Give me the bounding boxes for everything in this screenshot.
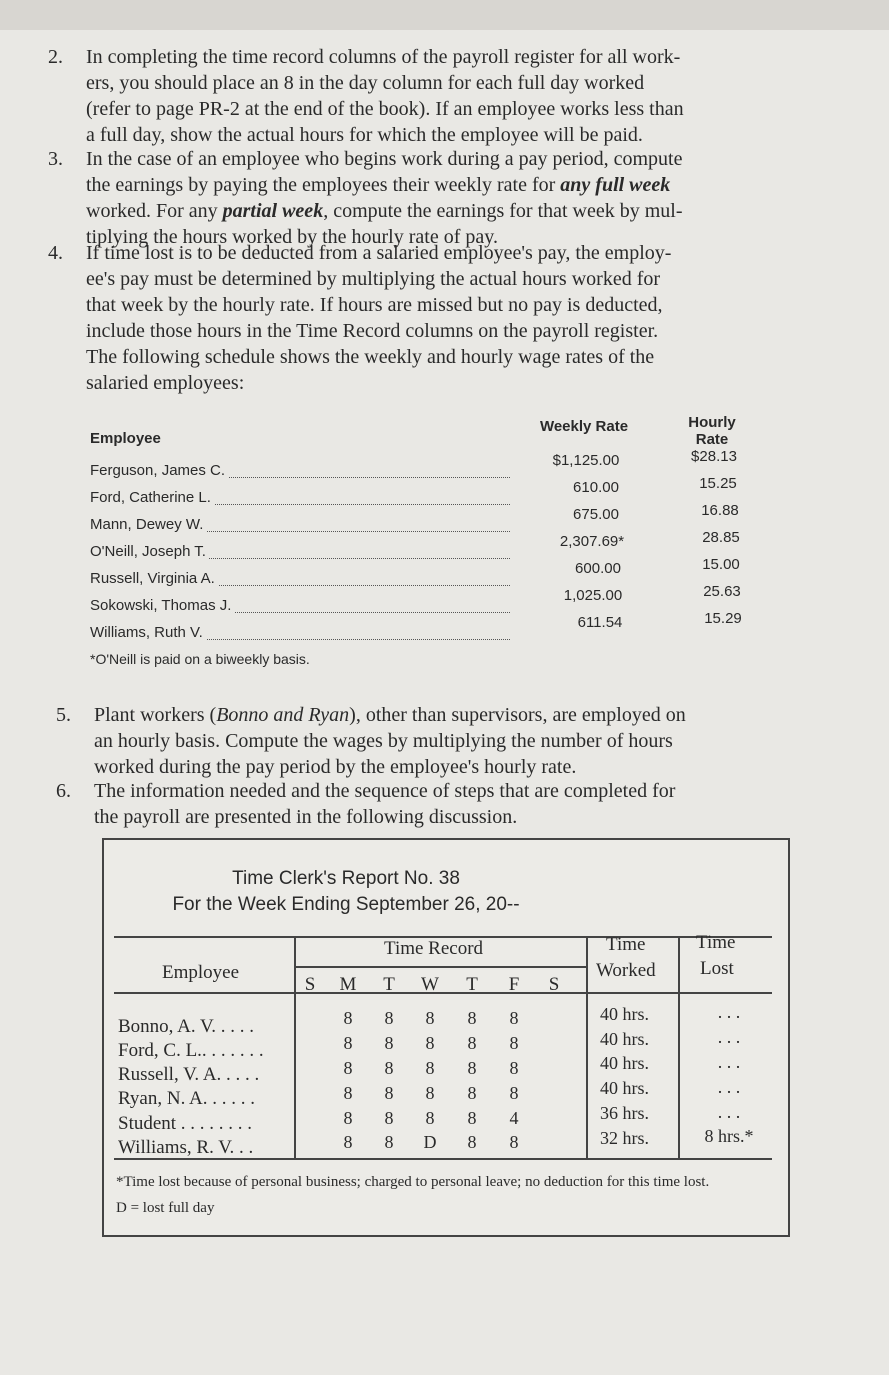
hours-cell: 8 <box>467 1108 477 1128</box>
header-bottom-rule <box>114 992 772 994</box>
instruction-4 <box>48 240 778 396</box>
employee-name: Williams, Ruth V. <box>90 624 206 641</box>
salary-row <box>90 489 510 509</box>
time-lost: . . . <box>717 1077 741 1097</box>
emphasis: any full week <box>560 174 671 196</box>
column-divider <box>586 936 588 1158</box>
hours-cell: D <box>423 1132 437 1152</box>
salary-row <box>90 543 510 563</box>
employee-name: Russell, V. A. . . . . <box>118 1064 260 1085</box>
salary-footnote: *O'Neill is paid on a biweekly basis. <box>90 651 310 667</box>
hours-cell: 8 <box>343 1008 353 1028</box>
line: a full day, show the actual hours for which the employee will be paid. <box>86 124 643 146</box>
weekly-rate: 611.54 <box>577 614 623 631</box>
column-divider <box>678 936 680 1158</box>
hours-cell: 8 <box>467 1008 477 1028</box>
line: worked. For any partial week, compute the earnings for that week by mul- <box>86 200 683 222</box>
hours-cell: 8 <box>343 1083 353 1103</box>
salary-row <box>90 597 510 617</box>
hourly-rate: 16.88 <box>701 502 739 519</box>
instruction-5 <box>56 702 786 780</box>
item-number: 5. <box>56 704 71 726</box>
day-header: T <box>383 974 395 995</box>
line: In completing the time record columns of the payroll register for all work- <box>86 46 681 68</box>
line: In the case of an employee who begins work during a pay period, compute <box>86 148 683 170</box>
weekly-rate: $1,125.00 <box>552 452 620 469</box>
hourly-rate: $28.13 <box>691 448 737 465</box>
salary-header-hourly: Hourly Rate <box>688 414 736 448</box>
line: (refer to page PR-2 at the end of the book). If an employee works less than <box>86 98 684 120</box>
time-lost: . . . <box>717 1052 741 1072</box>
hourly-rate: 25.63 <box>703 583 741 600</box>
employee-name: Bonno, A. V. . . . . <box>118 1016 255 1037</box>
column-header-time-lost: Lost <box>700 958 734 979</box>
hours-cell: 8 <box>425 1033 435 1053</box>
time-worked: 36 hrs. <box>600 1103 649 1123</box>
line: include those hours in the Time Record columns on the payroll register. <box>86 320 659 342</box>
column-header-time-lost: Time <box>696 932 736 953</box>
instruction-3 <box>48 146 778 250</box>
hours-cell: 8 <box>343 1033 353 1053</box>
day-header: S <box>548 974 560 995</box>
hours-cell: 8 <box>425 1083 435 1103</box>
hours-cell: 8 <box>384 1132 394 1152</box>
weekly-rate: 610.00 <box>573 479 619 496</box>
column-header-employee: Employee <box>162 962 240 983</box>
hours-cell: 8 <box>384 1108 394 1128</box>
day-header: M <box>339 974 357 995</box>
column-header-time-worked: Time <box>606 934 646 955</box>
hours-cell: 8 <box>467 1083 477 1103</box>
hours-cell: 8 <box>509 1132 519 1152</box>
instruction-2 <box>48 44 778 148</box>
day-header: T <box>466 974 478 995</box>
line: an hourly basis. Compute the wages by multiplying the number of hours <box>94 730 673 752</box>
column-header-time-worked: Worked <box>596 960 656 981</box>
line: the payroll are presented in the following discussion. <box>94 806 518 828</box>
hours-cell: 8 <box>343 1108 353 1128</box>
emphasis: Bonno and Ryan <box>216 704 350 726</box>
time-worked: 40 hrs. <box>600 1078 649 1098</box>
time-lost: . . . <box>717 1102 741 1122</box>
salary-header-weekly: Weekly Rate <box>539 418 629 435</box>
employee-name: Student . . . . . . . . <box>118 1113 253 1134</box>
line: salaried employees: <box>86 372 245 394</box>
employee-name: Ford, C. L.. . . . . . . <box>118 1040 264 1061</box>
item-number: 4. <box>48 242 63 264</box>
hours-cell: 8 <box>343 1132 353 1152</box>
employee-name: Ford, Catherine L. <box>90 489 214 506</box>
weekly-rate: 600.00 <box>575 560 621 577</box>
time-record-rule <box>294 966 586 968</box>
hours-cell: 8 <box>343 1058 353 1078</box>
weekly-rate: 1,025.00 <box>563 587 623 604</box>
item-number: 6. <box>56 780 71 802</box>
emphasis: partial week <box>222 200 324 222</box>
salary-row <box>90 516 510 536</box>
line: ee's pay must be determined by multiplying the actual hours worked for <box>86 268 661 290</box>
hours-cell: 8 <box>384 1033 394 1053</box>
employee-name: Russell, Virginia A. <box>90 570 218 587</box>
hours-cell: 8 <box>384 1083 394 1103</box>
hours-cell: 8 <box>509 1058 519 1078</box>
time-lost: . . . <box>717 1002 741 1022</box>
time-worked: 40 hrs. <box>600 1053 649 1073</box>
column-header-time-record: Time Record <box>384 938 484 959</box>
top-strip <box>0 0 889 30</box>
weekly-rate: 2,307.69* <box>559 533 625 550</box>
hours-cell: 8 <box>509 1008 519 1028</box>
hourly-rate: 28.85 <box>702 529 740 546</box>
day-header: S <box>304 974 316 995</box>
hours-cell: 8 <box>467 1132 477 1152</box>
employee-name: Ryan, N. A. . . . . . <box>118 1088 255 1109</box>
hourly-rate: 15.25 <box>699 475 737 492</box>
line: ers, you should place an 8 in the day column for each full day worked <box>86 72 645 94</box>
hourly-rate: 15.00 <box>702 556 740 573</box>
salary-row <box>90 462 510 482</box>
time-lost: 8 hrs.* <box>704 1126 754 1146</box>
line: The following schedule shows the weekly and hourly wage rates of the <box>86 346 655 368</box>
hours-cell: 8 <box>425 1058 435 1078</box>
employee-name: Mann, Dewey W. <box>90 516 206 533</box>
item-number: 3. <box>48 148 63 170</box>
hours-cell: 8 <box>509 1083 519 1103</box>
time-worked: 40 hrs. <box>600 1004 649 1024</box>
hours-cell: 8 <box>467 1033 477 1053</box>
report-footnote: D = lost full day <box>116 1200 215 1216</box>
line: the earnings by paying the employees their weekly rate for any full week <box>86 174 671 196</box>
line: The information needed and the sequence of steps that are completed for <box>94 780 676 802</box>
time-worked: 32 hrs. <box>600 1128 649 1148</box>
column-divider <box>294 936 296 1158</box>
time-clerk-report <box>102 838 790 1237</box>
report-subtitle: For the Week Ending September 26, 20-- <box>172 894 520 915</box>
salary-row <box>90 570 510 590</box>
employee-name: Sokowski, Thomas J. <box>90 597 234 614</box>
salary-header-employee: Employee <box>90 430 161 447</box>
hourly-rate: 15.29 <box>704 610 742 627</box>
weekly-rate: 675.00 <box>573 506 619 523</box>
time-lost: . . . <box>717 1027 741 1047</box>
hours-cell: 8 <box>425 1108 435 1128</box>
hours-cell: 8 <box>425 1008 435 1028</box>
salary-row <box>90 624 510 644</box>
line: tiplying the hours worked by the hourly rate of pay. <box>86 226 498 248</box>
hours-cell: 8 <box>384 1008 394 1028</box>
day-header: W <box>421 974 439 995</box>
hours-cell: 8 <box>384 1058 394 1078</box>
report-footnote: *Time lost because of personal business; charged to personal leave; no deduction for this time lost. <box>116 1174 710 1190</box>
employee-name: Ferguson, James C. <box>90 462 228 479</box>
hours-cell: 4 <box>509 1108 519 1128</box>
report-title: Time Clerk's Report No. 38 <box>232 868 460 889</box>
line: Plant workers (Bonno and Ryan), other than supervisors, are employed on <box>94 704 686 726</box>
instruction-6 <box>56 778 786 830</box>
line: that week by the hourly rate. If hours are missed but no pay is deducted, <box>86 294 663 316</box>
time-worked: 40 hrs. <box>600 1029 649 1049</box>
line: worked during the pay period by the employee's hourly rate. <box>94 756 577 778</box>
hours-cell: 8 <box>509 1033 519 1053</box>
employee-name: Williams, R. V. . . <box>118 1137 254 1158</box>
employee-name: O'Neill, Joseph T. <box>90 543 209 560</box>
day-header: F <box>508 974 520 995</box>
line: If time lost is to be deducted from a salaried employee's pay, the employ- <box>86 242 672 264</box>
hours-cell: 8 <box>467 1058 477 1078</box>
item-number: 2. <box>48 46 63 68</box>
